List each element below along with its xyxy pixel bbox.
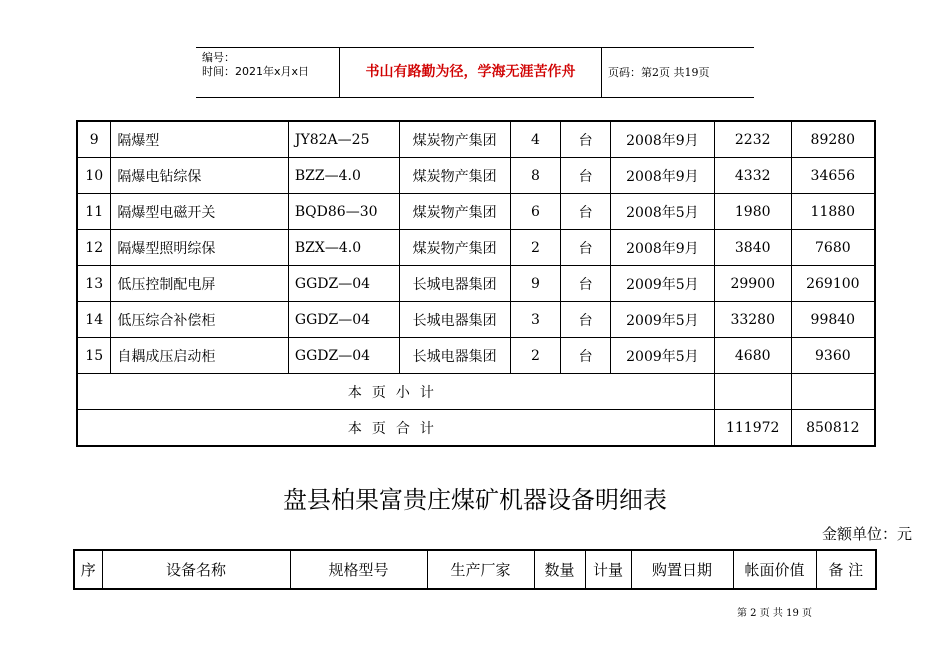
cell-no: 15 <box>77 338 111 374</box>
cell-name: 隔爆电钻综保 <box>111 158 289 194</box>
cell-name: 低压控制配电屏 <box>111 266 289 302</box>
table-row <box>77 121 875 158</box>
cell-date: 2008年9月 <box>611 158 715 194</box>
cell-model: BZZ—4.0 <box>288 158 399 194</box>
cell-date: 2009年5月 <box>611 302 715 338</box>
cell-model: GGDZ—04 <box>288 302 399 338</box>
cell-date: 2008年9月 <box>611 121 715 158</box>
header-motto: 书山有路勤为径，学海无涯苦作舟 <box>340 48 602 97</box>
cell-qty: 9 <box>510 266 561 302</box>
cell-model: GGDZ—04 <box>288 338 399 374</box>
page-title: 盘县柏果富贵庄煤矿机器设备明细表 <box>283 486 667 514</box>
cell-date: 2008年5月 <box>611 194 715 230</box>
cell-qty: 4 <box>510 121 561 158</box>
column-header-table <box>73 549 877 590</box>
cell-no: 11 <box>77 194 111 230</box>
cell-name: 低压综合补偿柜 <box>111 302 289 338</box>
cell-unit: 台 <box>561 338 611 374</box>
number-label: 编号： <box>202 51 235 64</box>
column-header: 生产厂家 <box>427 550 534 589</box>
cell-no: 10 <box>77 158 111 194</box>
table-row <box>77 194 875 230</box>
cell-name: 隔爆型电磁开关 <box>111 194 289 230</box>
page-header <box>196 47 754 98</box>
cell-price: 33280 <box>714 302 791 338</box>
header-meta <box>196 48 340 97</box>
table-row <box>77 266 875 302</box>
cell-price: 4332 <box>714 158 791 194</box>
column-header: 规格型号 <box>290 550 427 589</box>
header-page-info: 页码：第2页 共19页 <box>608 66 710 79</box>
subtotal-total <box>791 374 875 410</box>
table-row <box>77 230 875 266</box>
cell-model: BQD86—30 <box>288 194 399 230</box>
cell-total: 34656 <box>791 158 875 194</box>
column-header: 备 注 <box>816 550 876 589</box>
cell-no: 12 <box>77 230 111 266</box>
table-row <box>77 158 875 194</box>
grandtotal-total: 850812 <box>791 410 875 447</box>
column-header: 设备名称 <box>102 550 290 589</box>
cell-total: 11880 <box>791 194 875 230</box>
column-header: 数量 <box>534 550 585 589</box>
cell-qty: 2 <box>510 230 561 266</box>
column-header: 计量 <box>585 550 631 589</box>
cell-price: 2232 <box>714 121 791 158</box>
cell-unit: 台 <box>561 158 611 194</box>
cell-maker: 煤炭物产集团 <box>399 158 510 194</box>
cell-name: 隔爆型 <box>111 121 289 158</box>
cell-unit: 台 <box>561 302 611 338</box>
cell-unit: 台 <box>561 121 611 158</box>
cell-qty: 6 <box>510 194 561 230</box>
column-header: 帐面价值 <box>733 550 816 589</box>
grandtotal-label: 本页合计 <box>77 410 714 447</box>
cell-price: 4680 <box>714 338 791 374</box>
cell-total: 99840 <box>791 302 875 338</box>
cell-model: GGDZ—04 <box>288 266 399 302</box>
cell-unit: 台 <box>561 194 611 230</box>
amount-unit: 金额单位：元 <box>821 525 912 543</box>
equipment-table <box>76 120 876 447</box>
cell-model: JY82A—25 <box>288 121 399 158</box>
cell-unit: 台 <box>561 230 611 266</box>
grandtotal-price: 111972 <box>714 410 791 447</box>
column-header: 购置日期 <box>631 550 733 589</box>
cell-name: 自耦成压启动柜 <box>111 338 289 374</box>
cell-date: 2009年5月 <box>611 266 715 302</box>
cell-unit: 台 <box>561 266 611 302</box>
cell-total: 269100 <box>791 266 875 302</box>
cell-maker: 煤炭物产集团 <box>399 121 510 158</box>
cell-date: 2008年9月 <box>611 230 715 266</box>
cell-model: BZX—4.0 <box>288 230 399 266</box>
subtotal-row <box>77 374 875 410</box>
cell-maker: 长城电器集团 <box>399 338 510 374</box>
cell-name: 隔爆型照明综保 <box>111 230 289 266</box>
cell-no: 9 <box>77 121 111 158</box>
table-row <box>77 302 875 338</box>
cell-date: 2009年5月 <box>611 338 715 374</box>
cell-maker: 长城电器集团 <box>399 266 510 302</box>
cell-maker: 长城电器集团 <box>399 302 510 338</box>
cell-qty: 8 <box>510 158 561 194</box>
cell-no: 13 <box>77 266 111 302</box>
cell-total: 7680 <box>791 230 875 266</box>
cell-price: 3840 <box>714 230 791 266</box>
cell-no: 14 <box>77 302 111 338</box>
cell-maker: 煤炭物产集团 <box>399 230 510 266</box>
cell-total: 89280 <box>791 121 875 158</box>
column-header-row <box>74 550 876 589</box>
cell-qty: 3 <box>510 302 561 338</box>
subtotal-price <box>714 374 791 410</box>
footer-page: 第 2 页 共 19 页 <box>737 608 812 619</box>
cell-price: 1980 <box>714 194 791 230</box>
cell-qty: 2 <box>510 338 561 374</box>
cell-total: 9360 <box>791 338 875 374</box>
column-header: 序 <box>74 550 102 589</box>
cell-price: 29900 <box>714 266 791 302</box>
table-row <box>77 338 875 374</box>
grandtotal-row <box>77 410 875 447</box>
subtotal-label: 本页小计 <box>77 374 714 410</box>
cell-maker: 煤炭物产集团 <box>399 194 510 230</box>
time-label: 时间：2021年x月x日 <box>202 65 310 78</box>
